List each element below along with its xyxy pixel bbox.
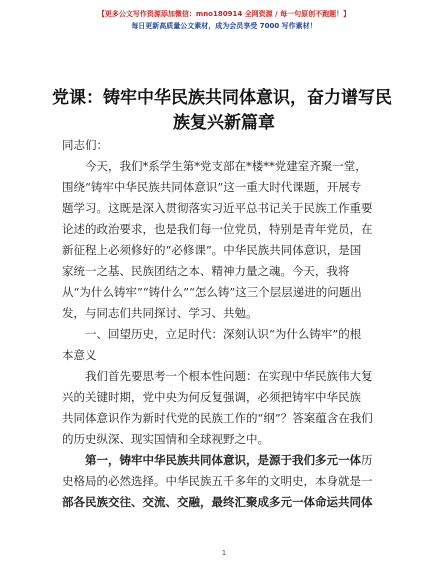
paragraph-intro — [62, 156, 392, 324]
paragraph-line: 今天，我们*系学生第*党支部在*楼**党建室齐聚一堂， — [85, 159, 367, 173]
heading-line: 本意义 — [62, 348, 97, 362]
document-body — [62, 135, 392, 513]
paragraph-line: 题学习。这既是深入贯彻落实习近平总书记关于民族工作重要 — [62, 201, 373, 215]
title-line-2: 族复兴新篇章 — [173, 113, 275, 133]
paragraph-line: 从“为什么铸牢”“铸什么”“怎么铸”这三个层层递进的问题出 — [62, 285, 362, 299]
greeting: 同志们： — [62, 138, 108, 152]
page-number: 1 — [221, 549, 227, 557]
paragraph-line: 新征程上必须修好的“必修课”。中华民族共同体意识，是国 — [62, 243, 362, 257]
title-line-1: 党课：铸牢中华民族共同体意识，奋力谱写民 — [52, 88, 392, 108]
paragraph-line: 史格局的必然选择。中华民族五千多年的文明史，本身就是一 — [62, 474, 373, 488]
paragraph-line: 论述的政治要求，也是我们每一位党员，特别是青年党员，在 — [62, 222, 373, 236]
paragraph-line: 的历史纵深、现实国情和全球视野之中。 — [62, 432, 269, 446]
paragraph-3 — [62, 450, 392, 513]
banner-line-1: 【更多公文写作资源添加微信：mno180914 全网资源 / 每一句原创不跑题！】 — [97, 10, 351, 18]
paragraph-line: 我们首先要思考一个根本性问题：在实现中华民族伟大复 — [85, 369, 373, 383]
paragraph-line: 兴的关键时期，党中央为何反复强调，必须把铸牢中华民族 — [62, 390, 361, 404]
paragraph-line: 部各民族交往、交流、交融，最终汇聚成多元一体命运共同体 — [62, 495, 373, 509]
paragraph-line: 家统一之基、民族团结之本、精神力量之魂。今天，我将 — [62, 264, 350, 278]
section-heading-1 — [62, 324, 392, 366]
paragraph-line — [62, 450, 392, 471]
paragraph-line: 共同体意识作为新时代党的民族工作的“纲”？答案蕴含在我们 — [62, 411, 373, 425]
paragraph-line: 发，与同志们共同探讨、学习、共勉。 — [62, 306, 258, 320]
document-title — [52, 86, 396, 136]
banner-line-2: 每日更新高质量公文素材，成为会员享受 7000 写作素材！ — [131, 22, 317, 30]
heading-line: 一、回望历史，立足时代：深刻认识“为什么铸牢”的根 — [85, 327, 362, 341]
paragraph-line: 围绕“铸牢中华民族共同体意识”这一重大时代课题，开展专 — [62, 180, 362, 194]
promo-banner — [0, 8, 448, 32]
bold-lead: 第一，铸牢中华民族共同体意识，是源于我们多元一体 — [85, 453, 361, 467]
paragraph-2 — [62, 366, 392, 450]
paragraph-fragment: 历 — [361, 453, 373, 467]
